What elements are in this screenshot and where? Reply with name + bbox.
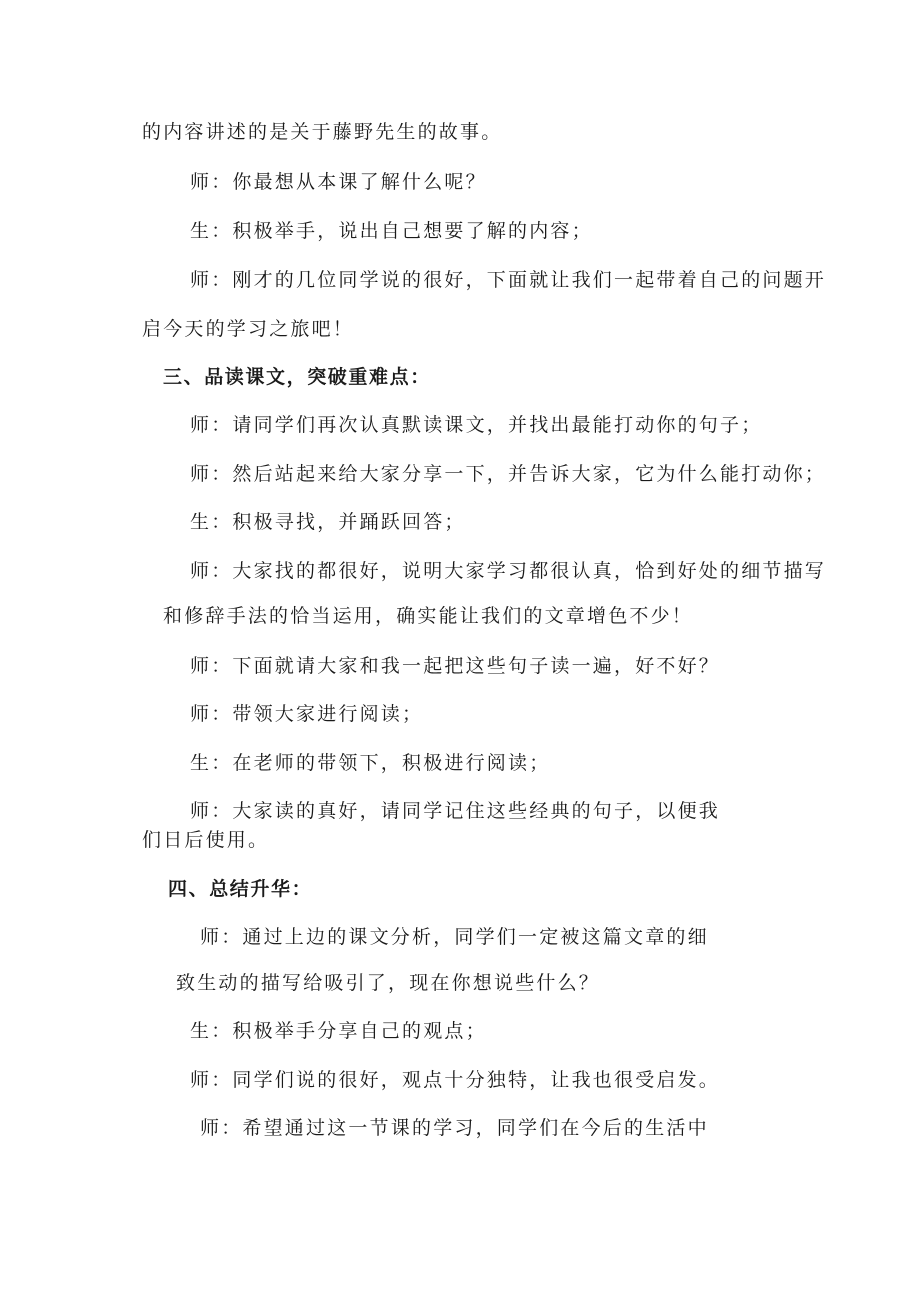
text-line: 师：下面就请大家和我一起把这些句子读一遍，好不好？ — [190, 655, 721, 677]
text-line: 师：刚才的几位同学说的很好，下面就让我们一起带着自己的问题开 — [190, 269, 827, 291]
section-heading: 四、总结升华： — [168, 878, 313, 900]
text-line: 师：大家读的真好，请同学记住这些经典的句子，以便我 — [190, 800, 721, 822]
section-heading: 三、品读课文，突破重难点： — [163, 366, 431, 388]
text-line: 师：然后站起来给大家分享一下，并告诉大家，它为什么能打动你； — [190, 463, 827, 485]
text-line: 启今天的学习之旅吧！ — [142, 318, 355, 340]
text-line: 和修辞手法的恰当运用，确实能让我们的文章增色不少！ — [163, 605, 694, 627]
text-line: 生：在老师的带领下，积极进行阅读； — [190, 752, 551, 774]
text-line: 师：带领大家进行阅读； — [190, 703, 424, 725]
text-line: 师：请同学们再次认真默读课文，并找出最能打动你的句子； — [190, 414, 763, 436]
text-line: 师：大家找的都很好，说明大家学习都很认真，恰到好处的细节描写 — [190, 560, 827, 582]
text-line: 师：你最想从本课了解什么呢？ — [190, 171, 487, 193]
text-line: 师：通过上边的课文分析，同学们一定被这篇文章的细 — [200, 926, 709, 948]
text-line: 生：积极举手，说出自己想要了解的内容； — [190, 220, 593, 242]
text-line: 致生动的描写给吸引了，现在你想说些什么？ — [176, 972, 601, 994]
text-line: 生：积极举手分享自己的观点； — [190, 1020, 487, 1042]
text-line: 生：积极寻找，并踊跃回答； — [190, 511, 466, 533]
text-line: 的内容讲述的是关于藤野先生的故事。 — [142, 121, 503, 143]
text-line: 师：同学们说的很好，观点十分独特，让我也很受启发。 — [190, 1069, 721, 1091]
text-line: 们日后使用。 — [142, 829, 270, 851]
text-line: 师：希望通过这一节课的学习，同学们在今后的生活中 — [200, 1117, 709, 1139]
